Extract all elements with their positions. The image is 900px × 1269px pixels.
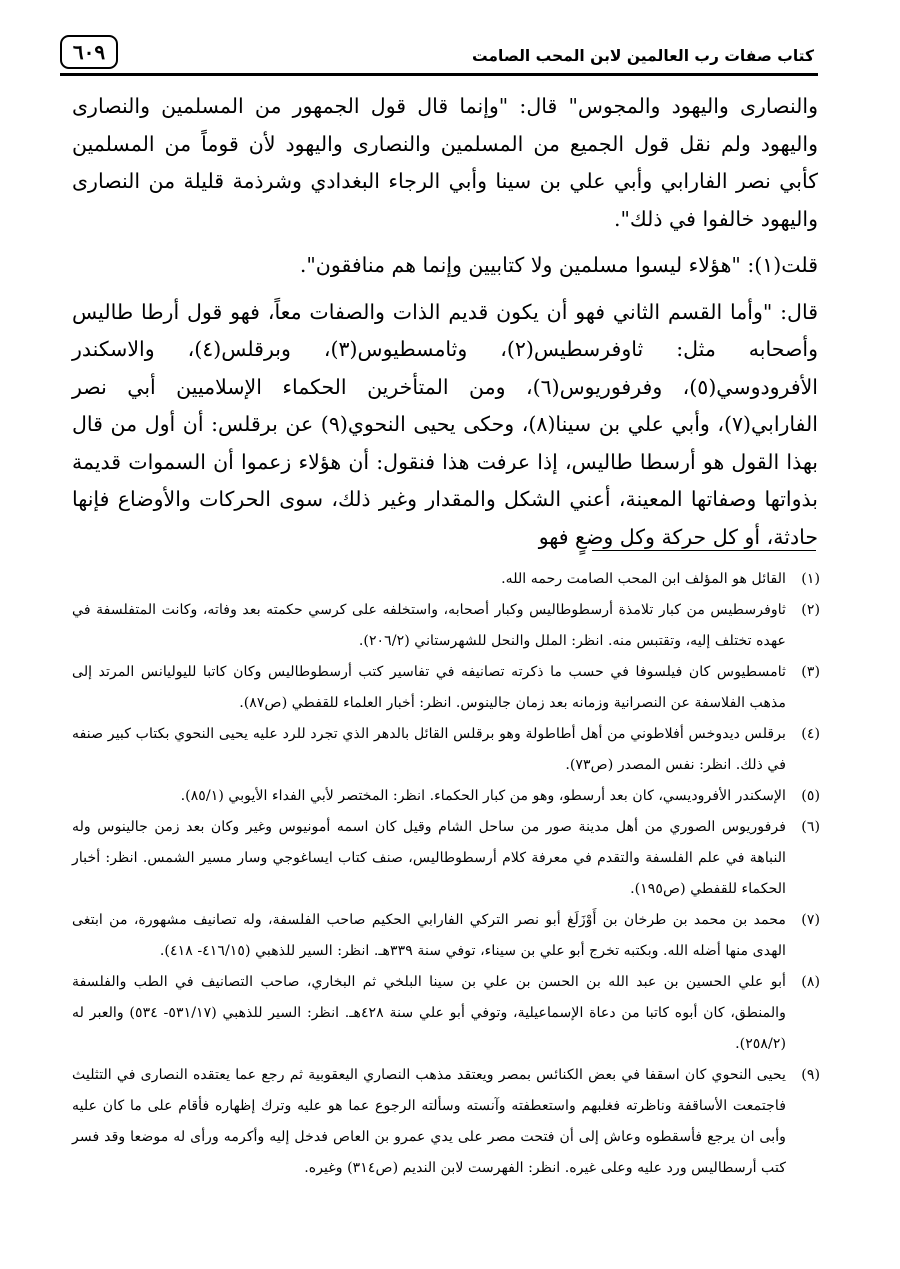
footnote-text: ثاوفرسطيس من كبار تلامذة أرسطوطاليس وكبار أصحابه، واستخلفه على كرسي حكمته بعد وفاته، وكانت المتفلسفة في عهده تختلف إليه، وتقتبس منه. انظر: الملل والنحل للشهرستاني (٢٠٦/٢). [72,602,786,649]
footnote-separator [592,550,816,551]
footnote-text: محمد بن محمد بن طرخان بن أَوْزَلَغ أبو نصر التركي الفارابي الحكيم صاحب الفلسفة، وله تصانيف مشهورة، من ابتغى الهدى منها أضله الله. وبكتبه تخرج أبو علي بن سيناء، توفي سنة ٣٣٩هـ. انظر: السير للذهبي (٤١٦/١٥- ٤١٨). [72,912,786,959]
footnote [72,905,820,967]
footnote-text: أبو علي الحسين بن عبد الله بن الحسن بن علي بن سينا البلخي ثم البخاري، صاحب التصانيف في الطب والفلسفة والمنطق، كان أبوه كاتبا من دعاة الإسماعيلية، وتوفي أبو علي سنة ٤٢٨هـ. انظر: السير للذهبي (٥٣١/١٧- ٥٣٤) والعبر له (٢٥٨/٢). [72,974,787,1052]
book-title: كتاب صفات رب العالمين لابن المحب الصامت [472,47,814,65]
page-number: ٦٠٩ [60,35,118,69]
footnotes [72,564,820,1184]
footnote-number: (٩) [801,1067,820,1083]
footnote-text: ثامسطيوس كان فيلسوفا في حسب ما ذكرته تصانيفه في تفاسير كتب أرسطوطاليس وكان كاتبا لليوليانس المرتد إلى مذهب الفلاسفة عن النصرانية وزمانه بعد زمان جالينوس. انظر: أخبار العلماء للقفطي (ص٨٧). [72,664,786,711]
footnote-number: (٥) [801,788,820,804]
footnote-number: (٨) [801,974,820,990]
main-text [72,88,818,556]
footnote-number: (٧) [801,912,820,928]
footnote-text: الإسكندر الأفروديسي، كان بعد أرسطو، وهو من كبار الحكماء. انظر: المختصر لأبي الفداء الأيوبي (٨٥/١). [180,788,786,804]
paragraph: والنصارى واليهود والمجوس" قال: "وإنما قال قول الجمهور من المسلمين والنصارى واليهود ولم نقل قول الجميع من المسلمين والنصارى واليهود لأن قوماً من المسلمين كأبي نصر الفارابي وأبي علي بن سينا وأبي الرجاء البغدادي وشرذمة قليلة من النصارى واليهود خالفوا في ذلك". [72,94,818,231]
footnote [72,967,820,1060]
paragraph: قال: "وأما القسم الثاني فهو أن يكون قديم الذات والصفات معاً، فهو قول أرطا طاليس وأصحابه مثل: ثاوفرسطيس(٢)، وثامسطيوس(٣)، وبرقلس(٤)، والاسكندر الأفرودوسي(٥)، وفرفوريوس(٦)، ومن المتأخرين الحكماء الإسلاميين أبي نصر الفارابي(٧)، وأبي علي بن سينا(٨)، وحكى يحيى النحوي(٩) عن برقلس: أن أول من قال بهذا القول هو أرسطا طاليس، إذا عرفت هذا فنقول: أن هؤلاء زعموا أن السموات قديمة بذواتها وصفاتها المعينة، أعني الشكل والمقدار وغير ذلك، سوى الحركات والأوضاع فإنها حادثة، أو كل حركة وكل وضعٍ فهو [72,299,818,549]
footnote-number: (٦) [801,819,820,835]
footnote [72,719,820,781]
footnote-text: برقلس ديدوخس أفلاطوني من أهل أطاطولة وهو برقلس القائل بالدهر الذي تجرد للرد عليه يحيى النحوي بكتاب كبير صنفه في ذلك. انظر: نفس المصدر (ص٧٣). [72,726,786,773]
footnote-number: (١) [801,571,820,587]
footnote-number: (٤) [801,726,820,742]
footnote-number: (٢) [801,602,820,618]
footnote [72,595,820,657]
page-header [60,35,818,75]
footnote [72,812,820,905]
footnote-text: فرفوريوس الصوري من أهل مدينة صور من ساحل الشام وقيل كان اسمه أمونيوس وغير وكان بعد زمن جالينوس وله النباهة في علم الفلسفة والتقدم في معرفة كلام أرسطوطاليس، صنف كتاب ايساغوجي وسار مسير الشمس. انظر: أخبار الحكماء للقفطي (ص١٩٥). [72,819,786,897]
header-divider [60,73,818,76]
footnote-text: القائل هو المؤلف ابن المحب الصامت رحمه الله. [501,571,786,587]
footnote [72,564,820,595]
footnote-number: (٣) [801,664,820,680]
footnote [72,1060,820,1184]
footnote-text: يحيى النحوي كان اسقفا في بعض الكنائس بمصر ويعتقد مذهب النصاري اليعقوبية ثم رجع عما يعتقده النصارى في التثليث فاجتمعت الأساقفة وناظرته فغلبهم واستعطفته وآنسته وسألته الرجوع عما هو عليه وترك إظهاره فأقام على ما كان عليه وأبى ان يرجع فأسقطوه وعاش إلى أن فتحت مصر على يدي عمرو بن العاص فدخل إليه وأكرمه ورأى له موضعا وقد فسر كتب أرسطاليس ورد عليه وعلى غيره. انظر: الفهرست لابن النديم (ص٣١٤) وغيره. [72,1067,786,1176]
footnote [72,781,820,812]
paragraph: قلت(١): "هؤلاء ليسوا مسلمين ولا كتابيين وإنما هم منافقون". [299,253,818,277]
footnote [72,657,820,719]
